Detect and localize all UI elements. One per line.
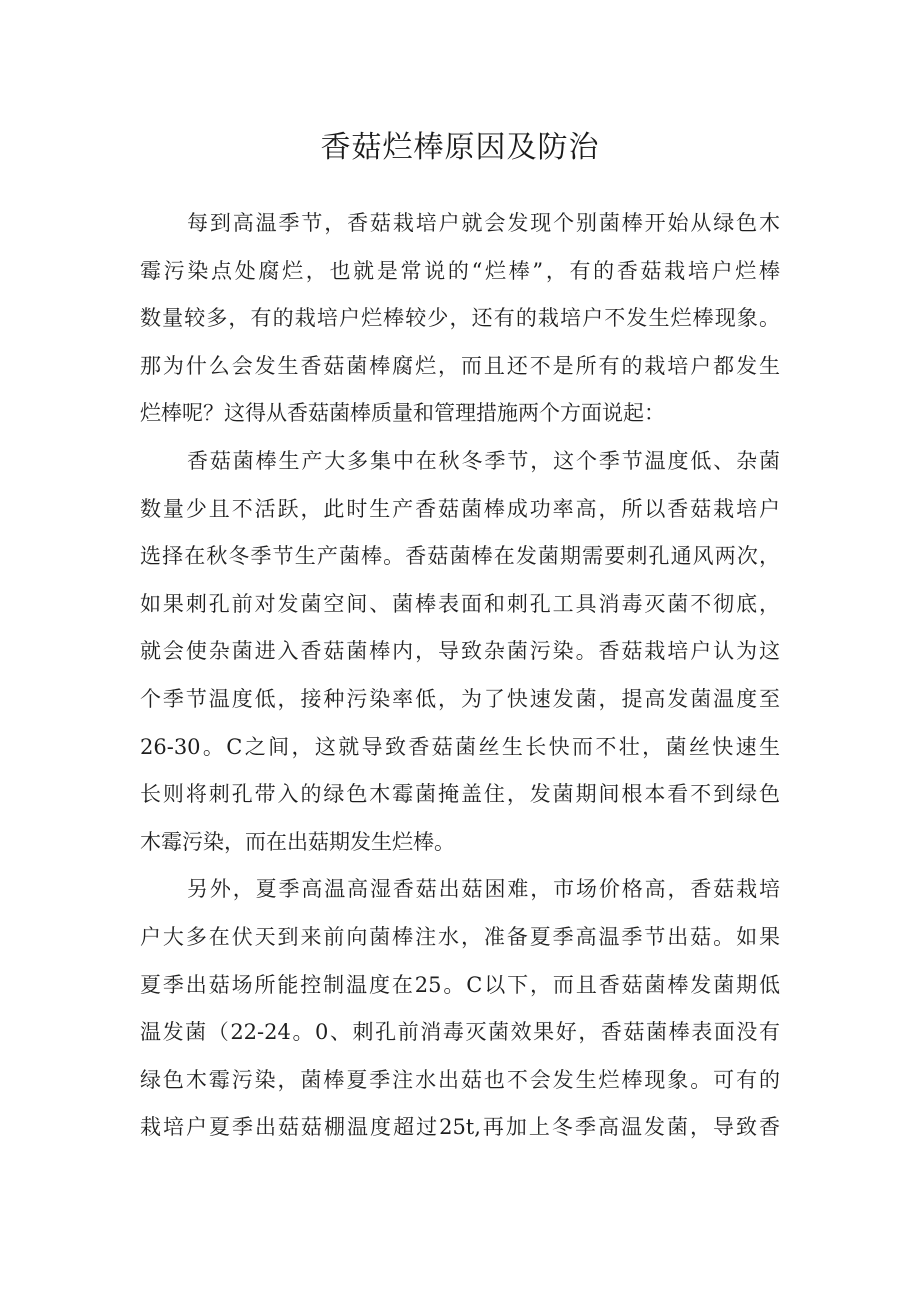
paragraph-2-line-8: 长则将刺孔带入的绿色木霉菌掩盖住，发菌期间根本看不到绿色 xyxy=(140,782,780,807)
document-title: 香菇烂棒原因及防治 xyxy=(320,130,600,165)
paragraph-1-line-5: 烂棒呢？这得从香菇菌棒质量和管理措施两个方面说起： xyxy=(140,401,665,426)
paragraph-3-line-5: 绿色木霉污染，菌棒夏季注水出菇也不会发生烂棒现象。可有的 xyxy=(140,1067,780,1092)
paragraph-2-line-7: 26-30。C之间，这就导致香菇菌丝生长快而不壮，菌丝快速生 xyxy=(140,734,780,759)
paragraph-2-line-9: 木霉污染，而在出菇期发生烂棒。 xyxy=(140,829,455,854)
paragraph-1-line-4: 那为什么会发生香菇菌棒腐烂，而且还不是所有的栽培户都发生 xyxy=(140,353,780,378)
paragraph-1-line-1: 每到高温季节，香菇栽培户就会发现个别菌棒开始从绿色木 xyxy=(187,211,780,235)
paragraph-3-line-2: 户大多在伏天到来前向菌棒注水，准备夏季高温季节出菇。如果 xyxy=(140,924,780,949)
paragraph-2-line-2: 数量少且不活跃，此时生产香菇菌棒成功率高，所以香菇栽培户 xyxy=(140,496,780,521)
paragraph-2-line-4: 如果刺孔前对发菌空间、菌棒表面和刺孔工具消毒灭菌不彻底， xyxy=(140,591,780,616)
paragraph-3-line-4: 温发菌（22-24。0、刺孔前消毒灭菌效果好，香菇菌棒表面没有 xyxy=(140,1020,780,1045)
paragraph-3-line-6: 栽培户夏季出菇菇棚温度超过25t,再加上冬季高温发菌，导致香 xyxy=(140,1115,780,1140)
paragraph-1-line-2: 霉污染点处腐烂，也就是常说的“烂棒”，有的香菇栽培户烂棒 xyxy=(140,258,780,283)
paragraph-2-line-3: 选择在秋冬季节生产菌棒。香菇菌棒在发菌期需要刺孔通风两次， xyxy=(140,544,780,569)
paragraph-2-line-1: 香菇菌棒生产大多集中在秋冬季节，这个季节温度低、杂菌 xyxy=(187,448,780,473)
paragraph-2-line-5: 就会使杂菌进入香菇菌棒内，导致杂菌污染。香菇栽培户认为这 xyxy=(140,639,780,664)
document-body xyxy=(140,200,780,1152)
paragraph-3-line-1: 另外，夏季高温高湿香菇出菇困难，市场价格高，香菇栽培 xyxy=(187,877,780,902)
paragraph-3-line-3: 夏季出菇场所能控制温度在25。C以下，而且香菇菌棒发菌期低 xyxy=(140,972,780,997)
paragraph-2-line-6: 个季节温度低，接种污染率低，为了快速发菌，提高发菌温度至 xyxy=(140,686,780,711)
paragraph-1-line-3: 数量较多，有的栽培户烂棒较少，还有的栽培户不发生烂棒现象。 xyxy=(140,306,780,331)
